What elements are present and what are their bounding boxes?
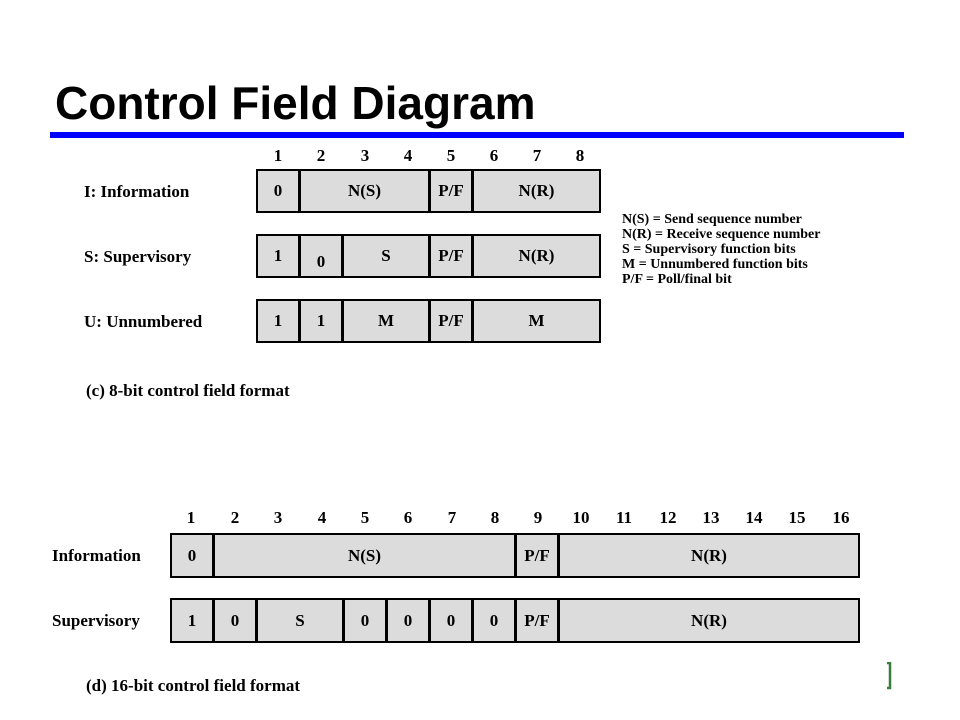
caption-8bit: (c) 8-bit control field format — [86, 381, 290, 400]
field-cell: 0 — [388, 600, 431, 641]
row-label-information: I: Information — [84, 182, 190, 201]
field-cell: N(R) — [518, 181, 555, 200]
bit-number: 12 — [659, 508, 677, 527]
field-cell: 0 — [172, 535, 215, 576]
field-cell: P/F — [431, 171, 474, 211]
field-cell: 1 — [258, 236, 301, 276]
field-cell: 1 — [172, 600, 215, 641]
field-row-supervisory-8bit — [256, 234, 601, 278]
bit-number: 10 — [572, 508, 590, 527]
field-cell: N(R) — [691, 610, 727, 630]
field-row-information-16bit — [170, 533, 860, 578]
field-cell: S — [344, 236, 431, 276]
bit-number: 4 — [317, 508, 327, 527]
bit-number: 1 — [273, 146, 283, 165]
field-cell: 0 — [301, 236, 344, 276]
title-underline — [50, 132, 904, 138]
field-cell: P/F — [431, 301, 474, 341]
bit-number: 7 — [447, 508, 457, 527]
field-cell: 0 — [474, 600, 517, 641]
bit-number: 5 — [446, 146, 456, 165]
bit-number: 16 — [832, 508, 850, 527]
field-cell: N(R) — [518, 246, 555, 265]
bit-number: 15 — [788, 508, 806, 527]
legend-item: N(S) = Send sequence number — [622, 212, 802, 227]
row-label-supervisory-16bit: Supervisory — [52, 611, 140, 630]
field-row-unnumbered-8bit — [256, 299, 601, 343]
field-cell: M — [528, 311, 545, 330]
bit-number: 13 — [702, 508, 720, 527]
bit-number: 4 — [403, 146, 413, 165]
caption-16bit: (d) 16-bit control field format — [86, 676, 301, 695]
bit-number: 8 — [490, 508, 500, 527]
bit-number: 6 — [403, 508, 413, 527]
bit-number: 8 — [575, 146, 585, 165]
legend-item: S = Supervisory function bits — [622, 242, 796, 257]
field-cell: P/F — [517, 535, 560, 576]
legend-item: M = Unnumbered function bits — [622, 257, 808, 272]
row-label-information-16bit: Information — [52, 546, 141, 565]
row-label-supervisory: S: Supervisory — [84, 247, 192, 266]
bit-number: 3 — [360, 146, 370, 165]
legend-item: N(R) = Receive sequence number — [622, 227, 821, 242]
field-cell: 0 — [215, 600, 258, 641]
field-cell: 0 — [431, 600, 474, 641]
bit-number: 2 — [230, 508, 240, 527]
bit-number: 14 — [745, 508, 763, 527]
bit-number: 2 — [316, 146, 326, 165]
legend-item: P/F = Poll/final bit — [622, 272, 732, 287]
field-cell: M — [344, 301, 431, 341]
legend — [622, 212, 821, 287]
bit-number: 3 — [273, 508, 283, 527]
bit-number: 11 — [615, 508, 633, 527]
bit-number: 9 — [533, 508, 543, 527]
field-row-information-8bit — [256, 169, 601, 213]
field-cell: N(R) — [691, 545, 727, 565]
bit-number: 5 — [360, 508, 370, 527]
bit-number: 1 — [186, 508, 196, 527]
field-cell: S — [258, 600, 345, 641]
field-cell: 0 — [345, 600, 388, 641]
field-row-supervisory-16bit — [170, 598, 860, 643]
field-cell: N(S) — [215, 535, 517, 576]
field-cell: 0 — [258, 171, 301, 211]
bracket-icon — [886, 662, 892, 690]
field-cell: P/F — [431, 236, 474, 276]
bit-number: 6 — [489, 146, 499, 165]
slide-title: Control Field Diagram — [55, 77, 536, 129]
field-cell: 1 — [258, 301, 301, 341]
field-cell: N(S) — [301, 171, 431, 211]
bit-number: 7 — [532, 146, 542, 165]
field-cell: P/F — [517, 600, 560, 641]
row-label-unnumbered: U: Unnumbered — [84, 312, 203, 331]
field-cell: 1 — [301, 301, 344, 341]
